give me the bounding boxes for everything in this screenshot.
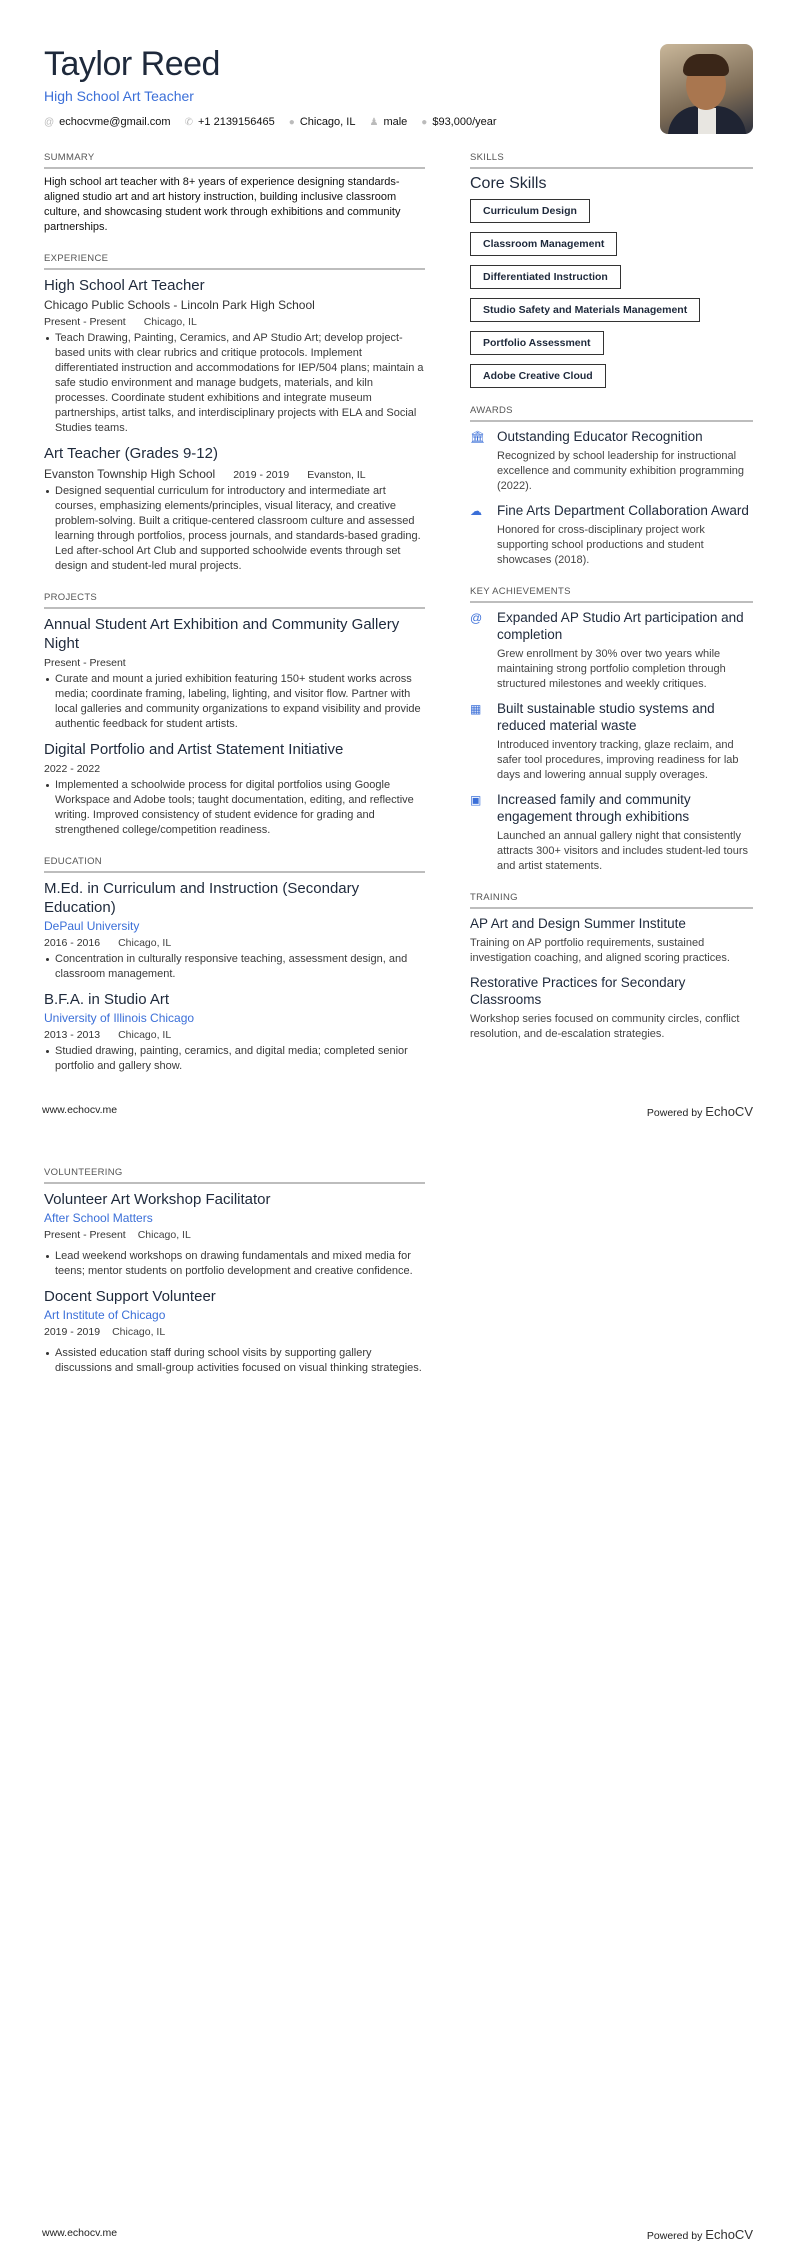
education-entry	[44, 879, 425, 982]
contact-salary: $93,000/year	[432, 116, 497, 128]
chip-icon: ▣	[470, 793, 482, 807]
skills-group-title: Core Skills	[470, 175, 547, 192]
achievement-item	[470, 700, 753, 783]
training-title: AP Art and Design Summer Institute	[470, 916, 686, 931]
volunteer-org: After School Matters	[44, 1211, 153, 1225]
volunteer-org: Art Institute of Chicago	[44, 1308, 166, 1322]
award-title: Outstanding Educator Recognition	[497, 429, 703, 444]
dates: 2022 - 2022	[44, 763, 101, 775]
powered-by-label: Powered by	[646, 2230, 703, 2242]
volunteer-role: Docent Support Volunteer	[44, 1288, 216, 1305]
achievement-desc: Launched an annual gallery night that consistently attracts 300+ visitors and includes student-led tours and artist statements.	[497, 830, 748, 872]
dates: Present - Present	[44, 1229, 126, 1241]
section-heading-achievements: KEY ACHIEVEMENTS	[470, 586, 753, 603]
section-heading-skills: SKILLS	[470, 152, 753, 169]
bullet: Teach Drawing, Painting, Ceramics, and AP Studio Art; develop project-based units with clear rubrics and critique protocols. Implement differentiated instruction and accommodations for IEP/504 plans; maintain a safe studio environment and manage budgets, materials, and kiln processes. Coordinate student exhibitions and integrate museum partnerships, artist talks, and interdisciplinary projects with ELA and Social Studies teams.	[44, 331, 425, 436]
location: Chicago, IL	[118, 1029, 172, 1041]
award-item	[470, 428, 753, 494]
dates: Present - Present	[44, 657, 126, 669]
degree: B.F.A. in Studio Art	[44, 991, 170, 1008]
dates: 2013 - 2013	[44, 1029, 101, 1041]
volunteer-entry	[44, 1287, 425, 1376]
achievement-desc: Introduced inventory tracking, glaze reclaim, and safer tool procedures, improving readiness for lab days and lowering annual supply overages.	[497, 739, 739, 781]
salary-icon: ●	[421, 116, 428, 128]
location: Chicago, IL	[118, 937, 172, 949]
right-column	[470, 152, 753, 1050]
contact-phone[interactable]: +1 2139156465	[197, 116, 275, 128]
dates: Present - Present	[44, 316, 126, 328]
person-icon: ♟	[369, 116, 379, 128]
left-column	[44, 1167, 425, 1384]
section-heading-volunteering: VOLUNTEERING	[44, 1167, 425, 1184]
brand-name[interactable]: EchoCV	[705, 1104, 753, 1119]
bullet: Lead weekend workshops on drawing fundamentals and mixed media for teens; mentor students on portfolio development and creative confidence.	[44, 1249, 425, 1279]
footer-site[interactable]: www.echocv.me	[42, 2227, 118, 2239]
section-heading-projects: PROJECTS	[44, 592, 425, 609]
left-column	[44, 152, 425, 1082]
section-heading-education: EDUCATION	[44, 856, 425, 873]
at-icon: @	[470, 611, 483, 625]
email-icon: @	[44, 116, 55, 128]
location-icon: ●	[288, 116, 295, 128]
footer-powered	[647, 1104, 753, 1119]
volunteer-entry	[44, 1190, 425, 1279]
resume-page-2	[0, 1123, 794, 2246]
bullet: Implemented a schoolwide process for digital portfolios using Google Workspace and Adobe tools; taught documentation, editing, and reflective writing. Improved consistency of student evidence for grading and strengthened college/competition readiness.	[44, 778, 425, 838]
candidate-title: High School Art Teacher	[44, 88, 194, 104]
cloud-icon: ☁	[470, 504, 482, 518]
section-heading-experience: EXPERIENCE	[44, 253, 425, 270]
contact-email[interactable]: echocvme@gmail.com	[59, 116, 171, 128]
school: University of Illinois Chicago	[44, 1011, 195, 1025]
skill-tag: Curriculum Design	[470, 199, 590, 223]
award-title: Fine Arts Department Collaboration Award	[497, 503, 749, 518]
training-item	[470, 915, 753, 966]
achievement-desc: Grew enrollment by 30% over two years while maintaining strong portfolio completion through structured milestones and weekly critiques.	[497, 648, 726, 690]
skill-tag: Classroom Management	[470, 232, 617, 256]
contact-row	[44, 116, 644, 128]
bank-icon: 🏛	[470, 430, 486, 444]
phone-icon: ✆	[184, 116, 193, 128]
section-heading-summary: SUMMARY	[44, 152, 425, 169]
section-heading-awards: AWARDS	[470, 405, 753, 422]
resume-header	[44, 44, 644, 128]
skill-tag: Differentiated Instruction	[470, 265, 621, 289]
experience-entry	[44, 444, 425, 574]
section-heading-training: TRAINING	[470, 892, 753, 909]
candidate-name: Taylor Reed	[44, 45, 220, 83]
location: Chicago, IL	[112, 1326, 166, 1338]
location: Chicago, IL	[143, 316, 197, 328]
location: Evanston, IL	[307, 469, 366, 481]
award-desc: Honored for cross-disciplinary project work supporting school productions and student showcases (2018).	[497, 524, 705, 566]
bullet: Concentration in culturally responsive teaching, assessment design, and classroom management.	[44, 952, 425, 982]
training-item	[470, 974, 753, 1042]
achievement-item	[470, 791, 753, 874]
contact-gender: male	[383, 116, 408, 128]
brand-name[interactable]: EchoCV	[705, 2227, 753, 2242]
profile-photo	[660, 44, 753, 134]
bullet: Curate and mount a juried exhibition featuring 150+ student works across media; coordinate framing, labeling, lighting, and visitor flow. Partner with local galleries and community organizations to expand visibility and provide authentic feedback for student artists.	[44, 672, 425, 732]
training-title: Restorative Practices for Secondary Classrooms	[470, 975, 686, 1007]
experience-entry	[44, 276, 425, 436]
company: Evanston Township High School	[44, 467, 216, 481]
dates: 2019 - 2019	[44, 1326, 101, 1338]
achievement-title: Built sustainable studio systems and reduced material waste	[497, 701, 715, 733]
footer-site[interactable]: www.echocv.me	[42, 1104, 118, 1116]
volunteer-role: Volunteer Art Workshop Facilitator	[44, 1191, 271, 1208]
training-desc: Workshop series focused on community circles, conflict resolution, and de-escalation strategies.	[470, 1013, 740, 1040]
award-item	[470, 502, 753, 568]
school: DePaul University	[44, 919, 140, 933]
skill-tag: Studio Safety and Materials Management	[470, 298, 700, 322]
skill-tag: Portfolio Assessment	[470, 331, 604, 355]
degree: M.Ed. in Curriculum and Instruction (Secondary Education)	[44, 880, 360, 916]
project-title: Annual Student Art Exhibition and Community Gallery Night	[44, 616, 400, 652]
award-desc: Recognized by school leadership for instructional excellence and community exhibition programming (2022).	[497, 450, 745, 492]
building-icon: ▦	[470, 702, 482, 716]
achievement-item	[470, 609, 753, 692]
bullet: Studied drawing, painting, ceramics, and digital media; completed senior portfolio and gallery show.	[44, 1044, 425, 1074]
powered-by-label: Powered by	[646, 1107, 703, 1119]
location: Chicago, IL	[137, 1229, 191, 1241]
dates: 2016 - 2016	[44, 937, 101, 949]
bullet: Assisted education staff during school visits by supporting gallery discussions and small-group activities focused on visual thinking strategies.	[44, 1346, 425, 1376]
skill-tag: Adobe Creative Cloud	[470, 364, 606, 388]
training-desc: Training on AP portfolio requirements, sustained investigation coaching, and aligned scoring practices.	[470, 937, 730, 964]
bullet: Designed sequential curriculum for introductory and intermediate art courses, emphasizing elements/principles, visual literacy, and creative problem-solving. Built a critique-centered classroom culture and assessed learning through portfolios, process journals, and standards-based grading. Led after-school Art Club and supported schoolwide events through set design and student-led mural projects.	[44, 484, 425, 574]
project-title: Digital Portfolio and Artist Statement Initiative	[44, 741, 344, 758]
job-title: High School Art Teacher	[44, 277, 205, 294]
education-entry	[44, 990, 425, 1074]
achievement-title: Increased family and community engagement through exhibitions	[497, 792, 691, 824]
dates: 2019 - 2019	[233, 469, 290, 481]
project-entry	[44, 615, 425, 732]
company: Chicago Public Schools - Lincoln Park High School	[44, 298, 315, 312]
job-title: Art Teacher (Grades 9-12)	[44, 445, 218, 462]
summary-text: High school art teacher with 8+ years of experience designing standards-aligned studio art and art history instruction, building inclusive classroom culture, and showcasing student work through exhibitions and community partnerships.	[44, 176, 401, 233]
skills-list	[470, 199, 753, 397]
project-entry	[44, 740, 425, 838]
achievement-title: Expanded AP Studio Art participation and completion	[497, 610, 744, 642]
footer-powered	[647, 2227, 753, 2242]
contact-location: Chicago, IL	[299, 116, 356, 128]
